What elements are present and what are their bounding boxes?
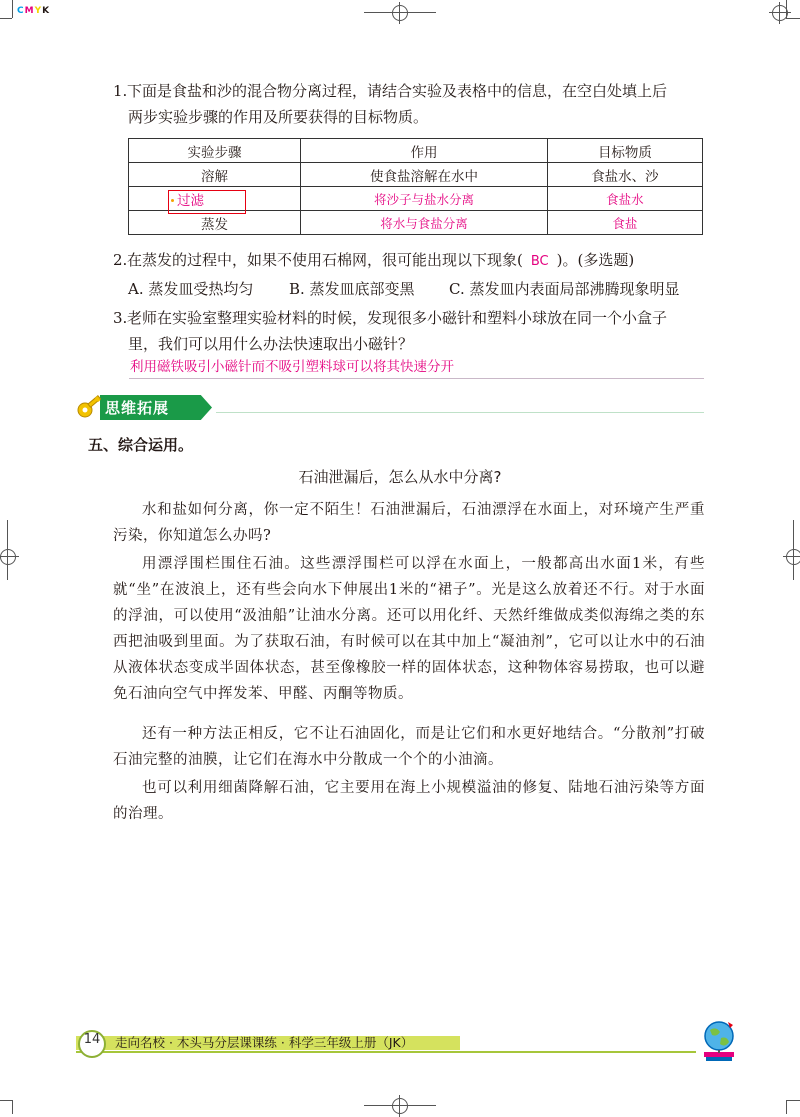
highlight-dot bbox=[171, 199, 174, 202]
section-heading: 五、综合运用。 bbox=[88, 436, 194, 454]
q1-line1: 1.下面是食盐和沙的混合物分离过程，请结合实验及表格中的信息，在空白处填上后 bbox=[113, 82, 668, 100]
article-paragraph: 还有一种方法正相反，它不让石油固化，而是让它们和水更好地结合。“分散剂”打破石油完整的油膜，让它们在海水中分散成一个个的小油滴。 bbox=[113, 726, 705, 768]
table-row bbox=[129, 211, 703, 235]
article-paragraph: 用漂浮围栏围住石油。这些漂浮围栏可以浮在水面上，一般都高出水面1米，有些就“坐”在波浪上，还有些会向水下伸展出1米的“裙子”。光是这么放着还不行。对于水面的浮油，可以使用“汲油船”让油水分离。还可以用化纤、天然纤维做成类似海绵之类的东西把油吸到里面。为了获取石油，有时候可以在其中加上“凝油剂”，它可以让水中的石油从液体状态变成半固体状态，甚至像橡胶一样的固体状态，这种物体容易捞取，也可以避免石油向空气中挥发苯、甲醛、丙酮等物质。 bbox=[113, 556, 705, 702]
q2-answer: BC bbox=[530, 254, 549, 269]
cmyk-print-mark: CMYK bbox=[17, 6, 51, 16]
q3-answer: 利用磁铁吸引小磁针而不吸引塑料球可以将其快速分开 bbox=[130, 359, 454, 375]
crop-mark bbox=[786, 18, 800, 19]
q2-line: 2.在蒸发的过程中，如果不使用石棉网，很可能出现以下现象( BC )。(多选题) bbox=[113, 251, 635, 269]
table-cell: 溶解 bbox=[129, 163, 301, 187]
article-title: 石油泄漏后，怎么从水中分离? bbox=[298, 468, 502, 486]
article-paragraph: 也可以利用细菌降解石油，它主要用在海上小规模溢油的修复、陆地石油污染等方面的治理。 bbox=[113, 780, 705, 822]
crop-mark bbox=[786, 1100, 800, 1101]
answer-target-cell: 食盐 bbox=[547, 211, 702, 235]
table-cell: 蒸发 bbox=[129, 211, 301, 235]
answer-target-cell: 食盐水 bbox=[547, 187, 702, 211]
answer-line bbox=[129, 378, 704, 379]
page-number: 14 bbox=[78, 1030, 106, 1058]
table-row bbox=[129, 163, 703, 187]
registration-mark bbox=[786, 549, 800, 565]
table-cell: 食盐水、沙 bbox=[547, 163, 702, 187]
section-banner-title: 思维拓展 bbox=[105, 399, 170, 417]
banner-divider bbox=[216, 412, 704, 413]
answer-step-cell: 过滤 bbox=[129, 187, 301, 211]
answer-purpose-cell: 将沙子与盐水分离 bbox=[301, 187, 548, 211]
globe-books-icon bbox=[698, 1018, 740, 1062]
q3-line2: 里，我们可以用什么办法快速取出小磁针？ bbox=[128, 335, 414, 353]
registration-mark bbox=[392, 1098, 408, 1114]
answer-purpose-cell: 将水与食盐分离 bbox=[301, 211, 548, 235]
q2-option-a: A. 蒸发皿受热均匀 bbox=[128, 280, 254, 298]
q1-line2: 两步实验步骤的作用及所要获得的目标物质。 bbox=[128, 108, 429, 126]
q3-line1: 3.老师在实验室整理实验材料的时候，发现很多小磁针和塑料小球放在同一个小盒子 bbox=[113, 309, 668, 327]
registration-mark bbox=[392, 5, 408, 21]
table-cell: 使食盐溶解在水中 bbox=[301, 163, 548, 187]
answer-highlight-box bbox=[168, 190, 246, 214]
footer-line bbox=[76, 1051, 696, 1053]
crop-mark bbox=[12, 0, 13, 18]
experiment-table bbox=[128, 138, 703, 235]
footer-title: 走向名校 · 木头马分层课课练 · 科学三年级上册（JK） bbox=[115, 1035, 414, 1050]
crop-mark bbox=[786, 1100, 787, 1114]
q2-option-c: C. 蒸发皿内表面局部沸腾现象明显 bbox=[449, 280, 680, 298]
q2-option-b: B. 蒸发皿底部变黑 bbox=[289, 280, 415, 298]
table-header-row bbox=[129, 139, 703, 163]
table-header: 实验步骤 bbox=[129, 139, 301, 163]
key-icon bbox=[76, 393, 104, 421]
crop-mark bbox=[0, 18, 12, 19]
table-header: 目标物质 bbox=[547, 139, 702, 163]
article-paragraph: 水和盐如何分离，你一定不陌生！石油泄漏后，石油漂浮在水面上，对环境产生严重污染，你知道怎么办吗? bbox=[113, 502, 705, 544]
crop-mark bbox=[12, 1100, 13, 1114]
crop-mark bbox=[0, 1100, 12, 1101]
table-header: 作用 bbox=[301, 139, 548, 163]
registration-mark bbox=[0, 549, 16, 565]
registration-mark bbox=[772, 5, 788, 21]
